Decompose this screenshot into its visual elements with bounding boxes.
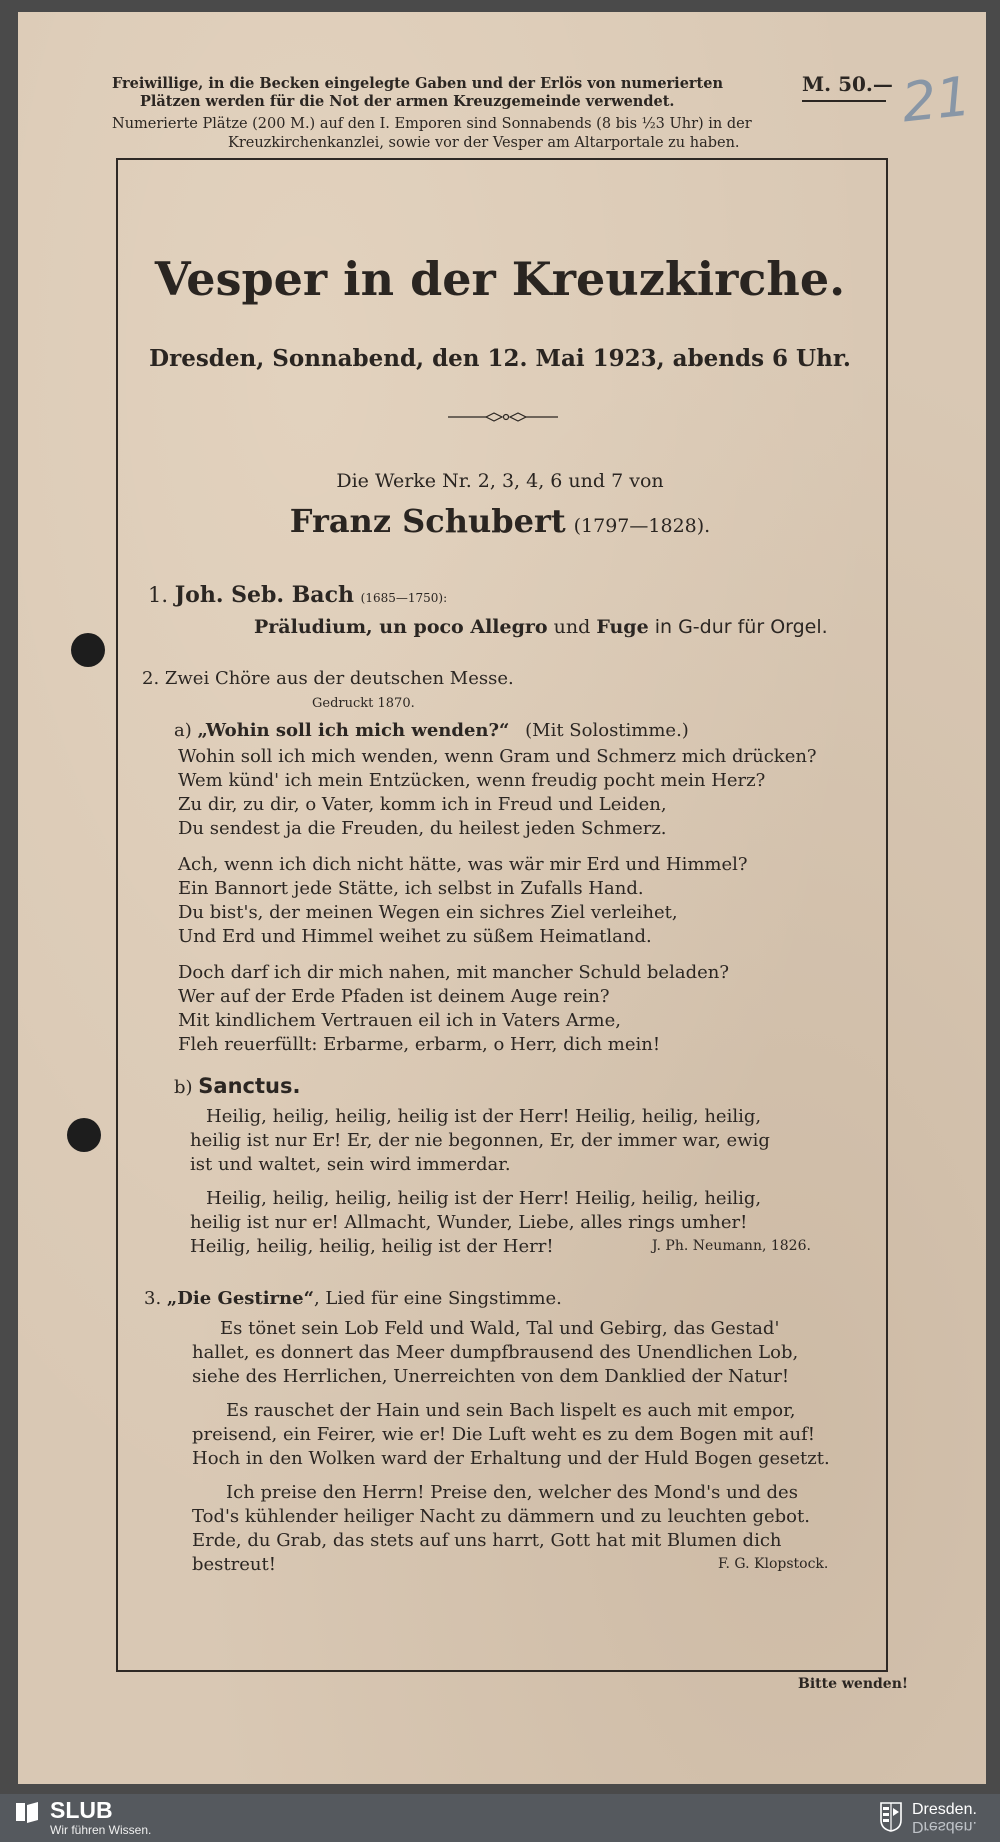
footer-bar (0, 1794, 1000, 1842)
slub-name: SLUB (50, 1797, 113, 1823)
sanctus-2-line-2: heilig ist nur er! Allmacht, Wunder, Liebe, alles rings umher! (190, 1212, 748, 1233)
sanctus-author: J. Ph. Neumann, 1826. (652, 1238, 811, 1254)
works-intro: Die Werke Nr. 2, 3, 4, 6 und 7 von (336, 470, 664, 492)
stars-author: F. G. Klopstock. (718, 1556, 829, 1572)
item-1-work-title: Präludium, un poco Allegro (254, 616, 548, 638)
item-2b-label: b) (174, 1077, 193, 1098)
page-title: Vesper in der Kreuzkirche. (154, 252, 846, 306)
stars-para-1-line-3: siehe des Herrlichen, Unerreichten von dem Danklied der Natur! (192, 1366, 790, 1387)
notice-line-2: Plätzen werden für die Not der armen Kreuzgemeinde verwendet. (140, 93, 675, 110)
verse-1-line-3: Zu dir, zu dir, o Vater, komm ich in Freud und Leiden, (178, 794, 667, 815)
item-2a-title: „Wohin soll ich mich wenden?“ (197, 720, 510, 741)
stars-para-3-line-3: Erde, du Grab, das stets auf uns harrt, Gott hat mit Blumen dich (192, 1530, 782, 1551)
item-1-number: 1. (148, 583, 169, 607)
composer-years: (1797—1828). (573, 515, 711, 537)
stars-para-3-line-2: Tod's kühlender heiliger Nacht zu dämmern und zu leuchten gebot. (192, 1506, 810, 1527)
stars-para-3-line-4: bestreut! (192, 1554, 276, 1575)
item-2b-title: Sanctus. (198, 1074, 301, 1098)
dresden-wordmark-reflection: Dresden. (912, 1818, 977, 1835)
verse-2-line-3: Du bist's, der meinen Wegen ein sichres Ziel verleihet, (178, 902, 678, 923)
stars-para-2-line-1: Es rauschet der Hain und sein Bach lispelt es auch mit empor, (226, 1400, 796, 1421)
dresden-crest-icon (880, 1802, 902, 1832)
item-1-work-key: in G-dur für Orgel. (654, 616, 828, 638)
verse-3-line-4: Fleh reuerfüllt: Erbarme, erbarm, o Herr, dich mein! (178, 1034, 661, 1055)
sanctus-1-line-2: heilig ist nur Er! Er, der nie begonnen, Er, der immer war, ewig (190, 1130, 770, 1151)
verse-2-line-2: Ein Bannort jede Stätte, ich selbst in Zufalls Hand. (178, 878, 644, 899)
notice-line-3: Numerierte Plätze (200 M.) auf den I. Emporen sind Sonnabends (8 bis ½3 Uhr) in der (112, 116, 752, 132)
verse-1-line-2: Wem künd' ich mein Entzücken, wenn freudig pocht mein Herz? (178, 770, 766, 791)
item-1-work-fugue: Fuge (596, 616, 649, 638)
dresden-wordmark: Dresden. (912, 1801, 977, 1818)
verse-2-line-4: Und Erd und Himmel weihet zu süßem Heimatland. (178, 926, 652, 947)
verse-3-line-1: Doch darf ich dir mich nahen, mit mancher Schuld beladen? (178, 962, 729, 983)
sanctus-1-line-1: Heilig, heilig, heilig, heilig ist der Herr! Heilig, heilig, heilig, (206, 1106, 762, 1127)
price-underline (802, 100, 886, 102)
slub-slogan: Wir führen Wissen. (50, 1823, 152, 1837)
item-2-printed: Gedruckt 1870. (312, 696, 415, 711)
item-3-title: „Die Gestirne“ (166, 1288, 314, 1309)
item-2-heading: 2. Zwei Chöre aus der deutschen Messe. (142, 668, 514, 689)
item-1-composer: Joh. Seb. Bach (174, 582, 354, 608)
item-3-heading (144, 1288, 562, 1309)
verse-3-line-3: Mit kindlichem Vertrauen eil ich in Vaters Arme, (178, 1010, 621, 1031)
pencil-annotation: 21 (898, 64, 974, 135)
notice-line-4: Kreuzkirchenkanzlei, sowie vor der Vesper am Altarportale zu haben. (228, 135, 740, 151)
stars-para-3-line-1: Ich preise den Herrn! Preise den, welcher des Mond's und des (226, 1482, 798, 1503)
item-1-work-and: und (553, 616, 591, 638)
item-2a-note: (Mit Solostimme.) (525, 720, 689, 741)
price-label: M. 50.— (802, 72, 893, 96)
verse-3-line-2: Wer auf der Erde Pfaden ist deinem Auge rein? (178, 986, 610, 1007)
verse-1-line-4: Du sendest ja die Freuden, du heilest jeden Schmerz. (178, 818, 667, 839)
stars-para-1-line-2: hallet, es donnert das Meer dumpfbrausend des Unendlichen Lob, (192, 1342, 799, 1363)
turn-over-note: Bitte wenden! (798, 1676, 909, 1692)
item-1-years: (1685—1750): (360, 591, 448, 605)
event-dateline: Dresden, Sonnabend, den 12. Mai 1923, abends 6 Uhr. (149, 345, 851, 372)
item-2a-label: a) (174, 720, 192, 741)
sanctus-2-line-3: Heilig, heilig, heilig, heilig ist der Herr! (190, 1236, 554, 1257)
slub-logo-icon (14, 1801, 40, 1823)
stars-para-1-line-1: Es tönet sein Lob Feld und Wald, Tal und Gebirg, das Gestad' (220, 1318, 780, 1339)
punch-hole-bottom (67, 1118, 101, 1152)
ornament-divider-icon (448, 410, 558, 424)
item-3-number: 3. (144, 1288, 162, 1309)
sanctus-1-line-3: ist und waltet, sein wird immerdar. (190, 1154, 511, 1175)
item-2b-heading (174, 1074, 300, 1098)
punch-hole-top (71, 633, 105, 667)
stars-para-2-line-3: Hoch in den Wolken ward der Erhaltung und der Huld Bogen gesetzt. (192, 1448, 830, 1469)
verse-1-line-1: Wohin soll ich mich wenden, wenn Gram und Schmerz mich drücken? (178, 746, 817, 767)
item-3-subtitle: , Lied für eine Singstimme. (313, 1288, 562, 1309)
item-1-line (148, 582, 447, 608)
notice-line-1: Freiwillige, in die Becken eingelegte Gaben und der Erlös von numerierten (112, 75, 724, 92)
composer-name: Franz Schubert (289, 502, 566, 540)
composer-heading (0, 502, 1000, 540)
item-2a-heading (174, 720, 689, 741)
stars-para-2-line-2: preisend, ein Feirer, wie er! Die Luft weht es zu dem Bogen mit auf! (192, 1424, 815, 1445)
sanctus-2-line-1: Heilig, heilig, heilig, heilig ist der Herr! Heilig, heilig, heilig, (206, 1188, 762, 1209)
item-1-work (254, 616, 828, 638)
verse-2-line-1: Ach, wenn ich dich nicht hätte, was wär mir Erd und Himmel? (178, 854, 748, 875)
